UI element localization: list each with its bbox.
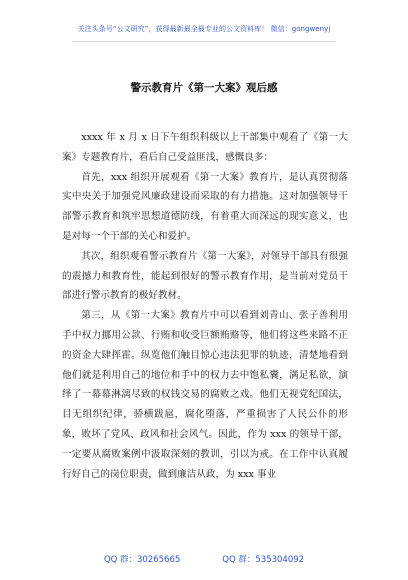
header-banner: 关注头条号“公文研究”，获得最新最全最专业的公文资料库！ 微信：gongwenyj [77,25,331,33]
footer-qq-group-1: QQ 群：30265665 [103,555,181,565]
paragraph-second: 其次，组织观看警示教育片《第一大案》，对领导干部具有很强的震撼力和教育性，能起到很好的警示教育作用，是当前对党员干部进行警示教育的极好教材。 [62,250,348,302]
paragraph-first: 首先，xxx 组织开展观看《第一大案》教育片，是认真贯彻落实中央关于加强党风廉政建设而采取的有力措施。这对加强领导干部警示教育和筑牢思想道德防线，有着重大而深远的现实意义，也是对每一个干部的关心和爱护。 [62,171,348,242]
footer-qq-group-2: QQ 群：535304092 [222,555,305,565]
footer-banner [0,553,408,565]
document-title: 警示教育片《第一大案》观后感 [130,82,278,94]
document-body [62,128,348,484]
paragraph-third: 第三，从《第一大案》教育片中可以看到刘青山、张子善利用手中权力挪用公款、行贿和收受巨额贿赂等，他们将这些来路不正的资金大肆挥霍。纵览他们触目惊心违法犯罪的轨迹，清楚地看到他们就是利用自己的地位和手中的权力去中饱私囊，满足私欲，演绎了一幕幕淋漓尽致的权钱交易的腐败之戏。他们无视党纪国法，目无组织纪律，骄横跋扈，腐化堕落，严重损害了人民公仆的形象，败坏了党风、政风和社会风气。因此，作为 xxx 的领导干部，一定要从腐败案例中汲取深刻的教训，引以为戒。在工作中认真履行好自己的岗位职责，做到廉洁从政，为 xxx 事业 [62,310,348,480]
paragraph-intro: xxxx 年 x 月 x 日下午组织科级以上干部集中观看了《第一大案》专题教育片，看后自己受益匪浅，感慨良多： [62,132,348,163]
header-divider [72,41,336,42]
